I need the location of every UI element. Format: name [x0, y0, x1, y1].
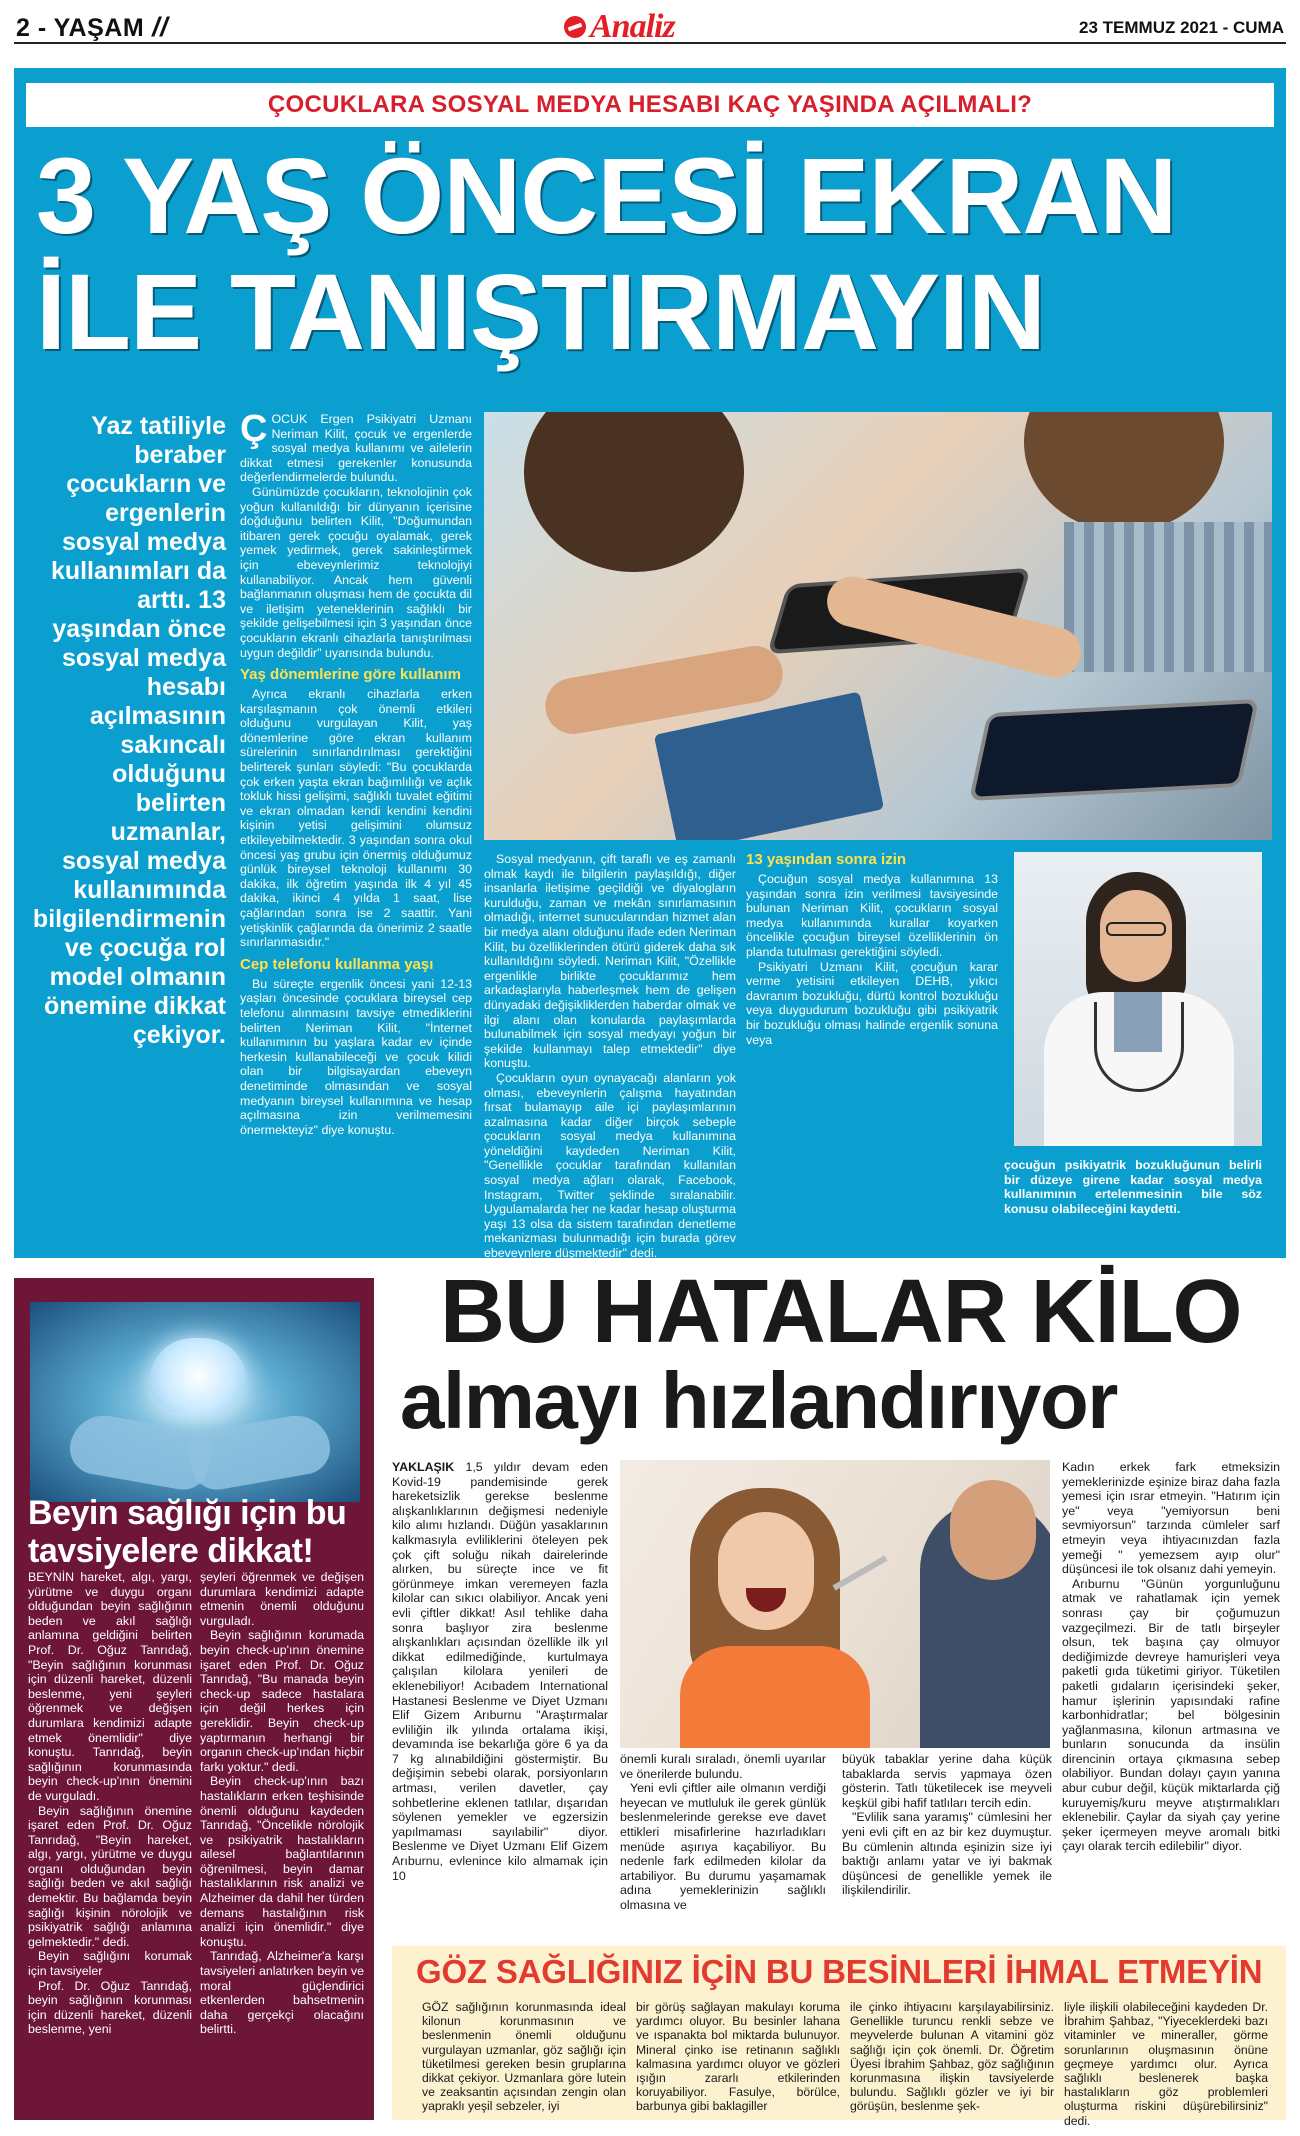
photo-figure [680, 1646, 870, 1748]
brain-paragraph: BEYNİN hareket, algı, yargı, yürütme ve duygu organı olduğundan beyin sağlığının beden ve akıl sağlığı anlamına geldiğini belirten Prof. Dr. Oğuz Tanrıdağ, "Beyin sağlığının korunması için düzenli hareket, düzenli beslenme, yeni şeyleri öğrenmek ve değişen durumlara kendimizi adapte etmek önemlidir" diye konuştu. Tanrıdağ, beyin sağlığının korunmasında beyin check-up'ının önemini de vurguladı. [28, 1570, 192, 1803]
kicker-box [26, 83, 1274, 127]
kilo-paragraph: 1,5 yıldır devam eden Kovid-19 pandemisinde gerek hareketsizlik gerekse beslenme alışkanlıklarının değişmesi nedeniyle kilo alımı hızlandı. Düğün yasaklarının kalkmasıyla evliliklerini öteleyen pek çok çift soluğu nikah dairelerinde alırken, bu süreçte ince ve fit görünmeye imkan veremeyen fazla kilolar can sıkıcı olabiliyor. Ancak yeni evli çiftler dikkat! Asıl tehlike daha sonra başlıyor zira beslenme alışkanlıkları açısından özellikle ilk yıl dikkat edilmediğinde, kurtulmaya çalışılan kilolara yenileri de eklenebiliyor! Acıbadem International Hastanesi Beslenme ve Diyet Uzmanı Elif Gizem Arıburnu "Araştırmalar evliliğin ilk yılında ortalama ikişi, devamında ise bekarlığa göre 6 ya da 7 kg alınabildiğini göstermiştir. Bu değişimin sebebi olarak, porsiyonların artması, verilen davetler, çay sohbetlerine eklenen tatlılar, dışarıdan söylenen yemekler ve egzersizin yapılmaması sayılabilir" diyor. Beslenme ve Diyet Uzmanı Elif Gizem Arıburnu, evlenince kilo almamak için 10 [392, 1460, 608, 1883]
brain-column-2 [200, 1570, 364, 2037]
brain-paragraph: Beyin sağlığını korumak için tavsiyeler [28, 1949, 192, 1979]
lead-paragraph: Sosyal medyanın, çift taraflı ve eş zamanlı olmak kaydı ile bilgilerin paylaşıldığı, diğer insanlarla iletişime geçildiği ve diyalogların kurulduğu, zaman ve mekân sınırlamasının olmadığı, internet sunucularından hizmet alan bir medya alanı olduğunu ifade eden Neriman Kilit, bu özelliklerinden ötürü giderek daha sık kullanıldığını söyledi. Neriman Kilit, "Özellikle ergenlikle birlikte çocuklarımız hem arkadaşlarıyla haberleşmek hem de gelişen dünyadaki değişikliklerden haberdar olmak ve ilgi alanı olan konularda paylaşımlarda bulunabilmek için sosyal medyayı yoğun bir şekilde kullanmayı talep etmektedir" diye konuştu. [484, 852, 736, 1071]
brain-paragraph: Prof. Dr. Oğuz Tanrıdağ, beyin sağlığının korunması için düzenli hareket, düzenli beslenme, yeni [28, 1978, 192, 2037]
kilo-column-3 [842, 1752, 1052, 1898]
brain-paragraph: Beyin sağlığının korumada beyin check-up'ının önemine işaret eden Prof. Dr. Oğuz Tanrıdağ, "Bu manada beyin check-up sadece hastalara için değil herkes için gereklidir. Beyin check-up yaptırmanın herhangi bir organın check-up'ından hiçbir farkı yoktur." dedi. [200, 1628, 364, 1774]
tablet-shape [974, 703, 1255, 796]
lead-paragraph: OCUK Ergen Psikiyatri Uzmanı Neriman Kilit, çocuk ve ergenlerde sosyal medya kullanımı ve ailelerin dikkat etmesi gerekenler konusunda değerlendirmelerde bulundu. [240, 412, 472, 485]
kilo-headline-line1: BU HATALAR KİLO [440, 1262, 1242, 1362]
photo-figure [1024, 412, 1224, 532]
brain-column-1 [28, 1570, 192, 2037]
newspaper-logo[interactable] [554, 8, 764, 45]
photo-figure [524, 412, 744, 572]
eye-column-2: bir görüş sağlayan makulayı koruma yardımcı oluyor. Bu besinler lahana ve ıspanakta bol miktarda bulunuyor. Mineral çinko ise retinanın sağlıklı kalmasına yardımcı oluyor ve gözleri ışığın zararlı etkilerinden koruyabiliyor. Fasulye, börülce, barbunya gibi baklagiller [636, 2000, 840, 2114]
subheading: Yaş dönemlerine göre kullanım [240, 666, 461, 684]
brain-hands-photo [30, 1302, 360, 1502]
lead-paragraph: Çocuğun sosyal medya kullanımına 13 yaşından sonra izin verilmesi tavsiyesinde bulunan Neriman Kilit, çocukların sosyal medya kullanımında kurallar koyarken öncelikle çocuğun bireysel özelliklerinin ön planda tutulması gerektiğini söyledi. [746, 872, 998, 959]
brain-paragraph: Tanrıdağ, Alzheimer'a karşı tavsiyeleri anlatırken beyin ve moral güçlendirici etkenlerden bahsetmenin daha gerçekçi olacağını belirtti. [200, 1949, 364, 2037]
lead-story [14, 68, 1286, 1261]
issue-date: 23 TEMMUZ 2021 - CUMA [1079, 18, 1284, 37]
lead-headline-line2: İLE TANIŞTIRMAYIN [36, 251, 1046, 372]
kilo-paragraph: "Evlilik sana yaramış" cümlesini her yeni evli çift en az bir kez duymuştur. Bu cümlenin altında eşinizin size iyi baktığı anlamı yatar ve iyi bakmak düşüncesi de genellikle yemek ile ilişkilendirilir. [842, 1810, 1052, 1898]
lead-column-4 [1004, 1158, 1262, 1216]
lead-paragraph: Psikiyatri Uzmanı Kilit, çocuğun karar verme yetisini etkileyen DEHB, yıkıcı davranım bozukluğu, dürtü kontrol bozukluğu veya duygudurum bozukluğu gibi psikiyatrik bir bozukluğu olması halinde ergenlik sonuna veya [746, 959, 998, 1047]
brain-paragraph: Beyin check-up'ının bazı hastalıkların erken teşhisinde önemli olduğunu kaydeden Tanrıdağ, "Öncelikle nörolojik ve psikiyatrik hastalıkların ailesel bağlantılarının öğrenilmesi, beyin damar hastalıklarının risk analizi ve Alzheimer da dahil her türden demans hastalığının risk analizi için önemlidir." diye konuştu. [200, 1774, 364, 1949]
kilo-column-2 [620, 1752, 826, 1913]
lead-paragraph: Bu süreçte ergenlik öncesi yani 12-13 yaşları öncesinde çocuklara bireysel cep telefonu alınmasını tavsiye etmediklerini belirten Neriman Kilit, "İnternet kullanımının bu yaşlara kadar ev içinde herkesin kullanabileceği ve çocuk kilidi olan bir bilgisayardan ebeveyn denetiminde olmasından ve sosyal medyanın bireysel kullanımına ve hesap açılmasına izin verilmemesini önermekteyiz" diye konuştu. [240, 976, 472, 1137]
kilo-paragraph: Kadın erkek fark etmeksizin yemeklerinizde eşinize biraz daha fazla yemesi için ısrar etmeyin. "Hatırım için ye" veya "yemiyorsun beni sevmiyorsun" tarzında cümleler sarf etmeyin veya ihtiyacınızdan fazla yemeği " yemezsem ayıp olur" düşüncesi ile tok olsanız dahi yemeyin. [1062, 1460, 1280, 1577]
photo-figure [186, 1410, 334, 1493]
lead-paragraph: Çocukların oyun oynayacağı alanların yok olması, ebeveynlerin çalışma hayatından fırsat bulamayıp aile içi paylaşımlarının azalmasına kadar diğer birçok sebeple çocukların sosyal medya kullanımına yöneldiğini kaydeden Neriman Kilit, "Genellikle çocuklar tarafından kullanılan sosyal medya ağları olarak, Facebook, Instagram, Twitter şeklinde sıralanabilir. Uygulamalarda her ne kadar hesap oluşturma yaşı 13 olsa da sistem tarafından denetleme mekanizması bulunmadığı için burada görev ebeveynlere düşmektedir" dedi. [484, 1070, 736, 1261]
page-header [14, 10, 1286, 44]
couple-eating-photo [620, 1460, 1050, 1748]
dropcap: Ç [240, 408, 268, 450]
photo-figure [718, 1512, 814, 1630]
fork-icon [833, 1555, 888, 1590]
photo-figure [1064, 522, 1272, 672]
children-tablets-photo [484, 412, 1272, 840]
brain-paragraph: şeyleri öğrenmek ve değişen durumlara kendimizi adapte etmenin önemli olduğunu vurguladı. [200, 1570, 364, 1628]
subheading: 13 yaşından sonra izin [746, 851, 907, 868]
section-slash: // [152, 12, 169, 42]
doctor-portrait-photo [1014, 852, 1262, 1146]
section-name: 2 - YAŞAM [16, 14, 145, 42]
kilo-column-1 [392, 1460, 608, 1883]
lead-headline [36, 135, 1276, 372]
logo-mark-icon [564, 16, 586, 38]
lead-column-2 [484, 852, 736, 1261]
stethoscope-icon [1094, 1002, 1184, 1092]
section-label [16, 12, 168, 43]
brain-headline: Beyin sağlığı için bu tavsiyelere dikkat! [28, 1494, 347, 1570]
brain-paragraph: Beyin sağlığının önemine işaret eden Prof. Dr. Oğuz Tanrıdağ, "Beyin hareket, algı, yargı, yürütme ve duygu organı olduğundan beyin sağlığı beden ve akıl sağlığı demektir. Bu bağlamda beyin sağlığı kişinin nörolojik ve psikiyatrik sağlığı anlamına gelmektedir." dedi. [28, 1803, 192, 1949]
lead-column-3 [746, 852, 998, 1047]
kilo-paragraph: önemli kuralı sıraladı, önemli uyarılar ve önerilerde bulundu. [620, 1752, 826, 1781]
lead-column-1 [240, 408, 472, 1137]
logo-text: Analiz [590, 8, 675, 45]
kilo-paragraph: Yeni evli çiftler aile olmanın verdiği heyecan ve mutluluk ile gerek günlük beslenmelerinde gerekse eve davet ettikleri misafirlerine hazırladıkları menüde aşırıya kaçabiliyor. Bu nedenle fark edilmeden kilolar da artabiliyor. Bu durumu yaşamamak adına yemeklerinizin sağlıklı olmasına ve [620, 1781, 826, 1912]
eye-column-1: GÖZ sağlığının korunmasında ideal kilonun korunmasının ve beslenmenin önemli olduğunu vurgulayan uzmanlar, göz sağlığı için tüketilmesi gereken besin gruplarına dikkat çekiyor. Uzmanlara göre lutein ve zeaksantin açısından zengin olan yapraklı yeşil sebzeler, iyi [422, 2000, 626, 2114]
kilo-lead-word: YAKLAŞIK [392, 1460, 455, 1474]
brain-health-story [14, 1278, 374, 2120]
kilo-paragraph: Arıburnu "Günün yorgunluğunu atmak ve rahatlamak için yemek sonrası çay bir çoğumuzun vazgeçilmezi. Bir de tatlı birşeyler olsun, tek başına çay olmuyor dediğimizde devreye hamurişleri veya paketli gıda tüketimi giriyor. Tüketilen paketli gıdaların içerisindeki şeker, hamur işlerinin yapısındaki rafine karbonhidratlar; bel bölgesinin yağlanmasına, kilonun artmasına ve bunların sonucunda da insülin direncinin ortaya çıkmasına sebep olabiliyor. Bundan dolayı çayın yanına abur cubur değil, küçük miktarlarda çiğ kuruyemiş/kuru meyve atıştırmalıkları eklenebilir. Çaylar da siyah çay yerine şeker içermeyen meyve aromalı bitki çayı olarak tercih edilebilir" diyor. [1062, 1576, 1280, 1854]
lead-headline-line1: 3 YAŞ ÖNCESİ EKRAN [36, 135, 1177, 256]
photo-figure [950, 1480, 1036, 1580]
eye-column-3: ile çinko ihtiyacını karşılayabilirsiniz. Genellikle turuncu renkli sebze ve meyvelerde bulunan A vitamini göz sağlığı için çok önemli. Dr. Öğretim Üyesi İbrahim Şahbaz, göz sağlığının korunmasına ilişkin tavsiyelerde bulundu. Sağlıklı gözler ve iyi bir görüşün, beslenme şek- [850, 2000, 1054, 2114]
eye-headline: GÖZ SAĞLIĞINIZ İÇİN BU BESİNLERİ İHMAL ETMEYİN [416, 1953, 1263, 1990]
eye-health-story [392, 1946, 1286, 2128]
glasses-icon [1106, 922, 1166, 936]
kilo-headline-line2: almayı hızlandırıyor [400, 1356, 1117, 1445]
kilo-column-4 [1062, 1460, 1280, 1854]
eye-column-4: liyle ilişkili olabileceğini kaydeden Dr. İbrahim Şahbaz, "Yiyeceklerdeki bazı vitaminler ve mineraller, görme sorunlarının oluşmasının önüne geçmeye yardımcı olur. Ayrıca sağlıklı beslenerek başka hastalıkların göz problemleri oluşturma riskini düşürebilirsiniz" dedi. [1064, 2000, 1268, 2128]
subheading: Cep telefonu kullanma yaşı [240, 955, 434, 973]
lead-paragraph: çocuğun psikiyatrik bozukluğunun belirli bir düzeye girene kadar sosyal medya kullanımının ertelenmesinin bile söz konusu olabileceğini kaydetti. [1004, 1158, 1262, 1216]
lead-spot: Yaz tatiliyle beraber çocukların ve ergenlerin sosyal medya kullanımları da arttı. 13 yaşından önce sosyal medya hesabı açılmasının sakıncalı olduğunu belirten uzmanlar, sosyal medya kullanımında bilgilendirmenin ve çocuğa rol model olmanın önemine dikkat çekiyor. [32, 412, 226, 1049]
lead-paragraph: Günümüzde çocukların, teknolojinin çok yoğun kullanıldığı bir dünyanın içerisine doğduğunu belirten Kilit, "Doğumundan itibaren gerek çocuğu oyalamak, gerek yemek yedirmek, gerek sakinleştirmek için ebeveynlerimiz teknolojiyi kullanabiliyor. Ancak hem güvenli bağlanmanın oluşması hem de çocukta dil ve iletişim yeteneklerinin sağlıklı bir şekilde gelişebilmesi için 3 yaşından önce çocukların ekranlı cihazlarla tanıştırılması uygun değildir" uyarısında bulundu. [240, 484, 472, 660]
lead-paragraph: Ayrıca ekranlı cihazlarla erken karşılaşmanın çok önemli etkileri olduğunu vurgulayan Kilit, yaş dönemlerine göre ekran kullanım sürelerinin sınırlandırılması gerektiğini belirterek şunları söyledi: "Bu çocuklarda çok erken yaşta ekran bağımlılığı ve açlık tokluk hissi gelişimi, sağlıklı tuvalet eğitimi ve ekran olmadan kendi kendini kendini kişinin yetisi gelişimini olumsuz etkileyebilmektedir. 3 yaşından sonra okul öncesi yaş grubu için önermiş olduğumuz günlük bireysel teknoloji kullanımı 30 dakika, ilk öğretim yaşında ilk 4 yıl 45 dakika, ikinci 4 yılda 1 saat, lise çağlarından sonra ise 2 saattir. Yani yetişkinlik çağlarında da önerimiz 2 saatle sınırlanmasıdır." [240, 687, 472, 950]
photo-figure [1100, 890, 1172, 982]
brain-icon [150, 1338, 246, 1414]
kicker: ÇOCUKLARA SOSYAL MEDYA HESABI KAÇ YAŞINDA AÇILMALI? [267, 91, 1033, 118]
kilo-paragraph: büyük tabaklar yerine daha küçük tabaklarda servis yapmaya özen gösterin. Tatlı tüketilecek ise meyveli keşkül gibi hafif tatlıları tercih edin. [842, 1752, 1052, 1810]
